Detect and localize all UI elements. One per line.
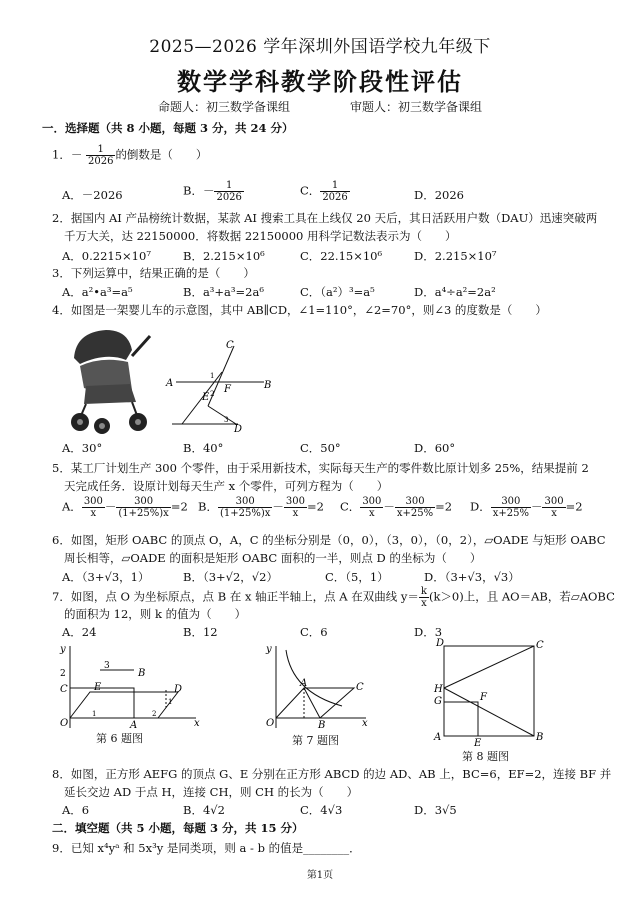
fig6-x: x — [194, 718, 200, 729]
fig8-d: D — [436, 638, 445, 649]
q8-option-a: A．6 — [62, 803, 90, 817]
q6-option-d: D．（3+√3，√3） — [424, 570, 520, 584]
q8-option-b: B．4√2 — [183, 803, 225, 817]
q3-option-d: D．a⁴÷a²=2a² — [414, 285, 496, 299]
q2-option-d: D．2.215×10⁷ — [414, 249, 497, 263]
q1-option-c: C． $\frac{1}{2026}$ — [300, 180, 348, 203]
fig4-label-f: F — [224, 384, 231, 395]
section-1-heading: 一．选择题（共 8 小题，每题 3 分，共 24 分） — [42, 121, 294, 135]
q2-option-b: B．2.215×10⁶ — [183, 249, 265, 263]
fig4-label-d: D — [234, 424, 243, 435]
q3-option-c: C．（a²）³=a⁵ — [300, 285, 375, 299]
q3-option-b: B．a³+a³=2a⁶ — [183, 285, 264, 299]
q5-option-c: C． $\frac{300}{x}$ － $\frac{300}{x+25\%}$ =2 — [340, 496, 453, 519]
q8-option-c: C．4√3 — [300, 803, 343, 817]
exam-title: 2025—2026 学年深圳外国语学校九年级下 — [149, 37, 491, 57]
question-5-line-2: 天完成任务．设原计划每天生产 x 个零件，可列方程为（ ） — [64, 479, 389, 493]
fig6-e: E — [94, 682, 102, 693]
figure-8-caption: 第 8 题图 — [462, 750, 509, 763]
q1-option-a: A．－2026 — [62, 188, 123, 202]
q5-option-b: B． $\frac{300}{(1+25\%)x}$ － $\frac{300}{x}$ =2 — [198, 496, 324, 519]
question-7-line-2: 的面积为 12，则 k 的值为（ ） — [64, 607, 247, 621]
fig8-a: A — [434, 732, 442, 743]
fig4-label-b: B — [264, 380, 272, 391]
q7-option-d: D．3 — [414, 625, 443, 639]
fig7-y: y — [266, 644, 272, 655]
fig6-c: C — [60, 684, 68, 695]
fig7-a: A — [300, 678, 308, 689]
fig8-f: F — [480, 692, 487, 703]
figure-6 — [56, 640, 206, 730]
fig4-label-c: C — [226, 340, 234, 351]
fig6-a: A — [130, 720, 138, 730]
q7-option-c: C．6 — [300, 625, 328, 639]
fig4-angle-2: 2 — [210, 390, 215, 398]
figure-6-caption: 第 6 题图 — [96, 732, 143, 745]
q6-option-a: A．（3+√3，1） — [62, 570, 150, 584]
fig4-label-e: E — [202, 392, 210, 403]
q4-geometry-figure — [164, 336, 274, 436]
q1-fraction: $\frac{1}{2026}$ — [87, 144, 114, 167]
fig6-2: 2 — [60, 669, 66, 679]
q1-option-b: B．－ $\frac{1}{2026}$ — [183, 180, 242, 203]
q7-option-b: B．12 — [183, 625, 218, 639]
q3-option-a: A．a²•a³=a⁵ — [62, 285, 133, 299]
fig6-t3: 1 — [168, 698, 173, 706]
figure-7 — [262, 640, 372, 730]
question-6-line-1: 6．如图，矩形 OABC 的顶点 O，A，C 的坐标分别是（0，0），（3，0），（0，2），▱OADE 与矩形 OABC — [52, 533, 606, 547]
question-2-line-2: 千万大关，达 22150000．将数据 22150000 用科学记数法表示为（ ） — [64, 229, 457, 243]
fig8-g: G — [434, 696, 442, 707]
q6-option-c: C．（5，1） — [325, 570, 389, 584]
fig4-angle-1: 1 — [210, 372, 215, 380]
exam-subtitle: 数学学科教学阶段性评估 — [177, 68, 463, 96]
fig6-d: D — [174, 684, 183, 695]
q7-option-a: A．24 — [62, 625, 97, 639]
question-1: 1．－ $\frac{1}{2026}$ 的倒数是（ ） — [52, 144, 208, 167]
stroller-image — [66, 326, 156, 436]
q4-option-a: A．30° — [62, 441, 103, 455]
q4-option-d: D．60° — [414, 441, 456, 455]
question-6-line-2: 周长相等，▱OADE 的面积是矩形 OABC 面积的一半，则点 D 的坐标为（ ） — [64, 551, 482, 565]
fig7-b: B — [318, 720, 326, 730]
fig7-o: O — [266, 718, 275, 729]
q4-option-b: B．40° — [183, 441, 224, 455]
fig8-e: E — [474, 738, 482, 748]
question-8-line-1: 8．如图，正方形 AEFG 的顶点 G、E 分别在正方形 ABCD 的边 AD、AB 上，BC=6，EF=2，连接 BF 并 — [52, 767, 612, 781]
fig8-b: B — [536, 732, 544, 743]
page-number: 第1页 — [306, 870, 334, 881]
fig6-t2: 2 — [152, 710, 157, 718]
figure-8 — [432, 636, 552, 748]
q2-option-a: A．0.2215×10⁷ — [62, 249, 151, 263]
q6-option-b: B．（3+√2，√2） — [183, 570, 278, 584]
question-9: 9．已知 x⁴yᵃ 和 5x³y 是同类项，则 a - b 的值是________． — [52, 841, 361, 855]
fig6-b: B — [138, 668, 146, 679]
fig6-t1: 1 — [92, 710, 97, 718]
q5-option-d: D． $\frac{300}{x+25\%}$ － $\frac{300}{x}$ =2 — [470, 496, 583, 519]
q1-option-d: D．2026 — [414, 188, 464, 202]
question-4: 4．如图是一架婴儿车的示意图，其中 AB∥CD，∠1=110°，∠2=70°，则∠3 的度数是（ ） — [52, 303, 547, 317]
q5-option-a: A． $\frac{300}{x}$ － $\frac{300}{(1+25\%)x}$ =2 — [62, 496, 188, 519]
fig7-c: C — [356, 682, 364, 693]
question-3: 3．下列运算中，结果正确的是（ ） — [52, 266, 255, 280]
fig8-h: H — [434, 684, 443, 695]
q2-option-c: C．22.15×10⁶ — [300, 249, 383, 263]
fig7-x: x — [362, 718, 368, 729]
figure-7-caption: 第 7 题图 — [292, 734, 339, 747]
q4-option-c: C．50° — [300, 441, 341, 455]
question-5-line-1: 5．某工厂计划生产 300 个零件，由于采用新技术，实际每天生产的零件数比原计划多 25%，结果提前 2 — [52, 461, 589, 475]
fig6-o: O — [60, 718, 69, 729]
author-line: 命题人：初三数学备课组 — [158, 100, 291, 114]
fig4-angle-3: 3 — [224, 416, 229, 424]
question-8-line-2: 延长交边 AD 于点 H，连接 CH，则 CH 的长为（ ） — [64, 785, 359, 799]
fig6-y: y — [60, 644, 66, 655]
section-2-heading: 二．填空题（共 5 小题，每题 3 分，共 15 分） — [52, 821, 304, 835]
fig4-label-a: A — [166, 378, 174, 389]
reviewer-line: 审题人：初三数学备课组 — [350, 100, 483, 114]
q8-option-d: D．3√5 — [414, 803, 457, 817]
question-7-line-1: 7．如图，点 O 为坐标原点，点 B 在 x 轴正半轴上，点 A 在双曲线 y＝ $\frac{k}{x}$ (k＞0)上，且 AO＝AB，若▱AOBC — [52, 586, 615, 609]
question-2-line-1: 2．据国内 AI 产品榜统计数据，某款 AI 搜索工具在上线仅 20 天后，其日活跃用户数（DAU）迅速突破两 — [52, 211, 598, 225]
fig6-3: 3 — [104, 661, 110, 671]
fig8-c: C — [536, 640, 544, 651]
